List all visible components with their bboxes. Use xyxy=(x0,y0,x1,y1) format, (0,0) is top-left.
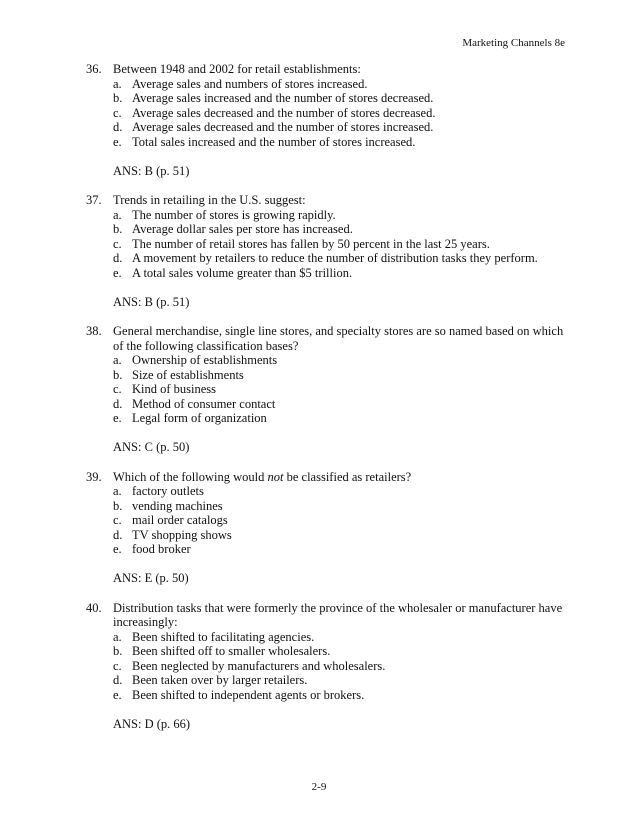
question-38 xyxy=(86,324,576,455)
answer-choice: e. Been shifted to independent agents or brokers. xyxy=(113,687,365,702)
question-text: General merchandise, single line stores, and specialty stores are so named based on which of the following classification bases? xyxy=(113,324,564,353)
question-text: Distribution tasks that were formerly the province of the wholesaler or manufacturer have increasingly: xyxy=(113,600,563,629)
answer-choice: a. factory outlets xyxy=(113,484,204,498)
answer-key: ANS: B (p. 51) xyxy=(113,294,190,309)
page-number: 2-9 xyxy=(311,781,327,793)
answer-choice: e. Legal form of organization xyxy=(113,411,267,425)
answer-choice: a. Ownership of establishments xyxy=(113,353,278,367)
question-number: 37. xyxy=(86,193,102,207)
answer-choice: c. mail order catalogs xyxy=(113,513,228,527)
answer-choice: e. food broker xyxy=(113,542,191,556)
answer-choice: a. Average sales and numbers of stores increased. xyxy=(113,76,368,91)
answer-choice: a. The number of stores is growing rapidly. xyxy=(113,207,336,222)
answer-choice: d. A movement by retailers to reduce the number of distribution tasks they perform. xyxy=(113,251,538,265)
running-header: Marketing Channels 8e xyxy=(462,37,565,49)
answer-choice: d. Been taken over by larger retailers. xyxy=(113,673,308,687)
question-number: 38. xyxy=(86,324,102,338)
answer-key: ANS: E (p. 50) xyxy=(113,571,189,585)
answer-choice: a. Been shifted to facilitating agencies. xyxy=(113,629,315,644)
question-40 xyxy=(86,601,576,732)
answer-choice: e. A total sales volume greater than $5 trillion. xyxy=(113,265,353,280)
answer-choice: c. Kind of business xyxy=(113,382,217,396)
question-number: 40. xyxy=(86,600,102,615)
answer-choice: b. Average dollar sales per store has increased. xyxy=(113,222,353,236)
question-number: 39. xyxy=(86,469,102,484)
answer-key: ANS: D (p. 66) xyxy=(113,716,191,731)
answer-choice: c. Been neglected by manufacturers and wholesalers. xyxy=(113,658,386,673)
answer-choice: b. Been shifted off to smaller wholesalers. xyxy=(113,644,331,658)
question-37 xyxy=(86,193,576,309)
answer-choice: d. Method of consumer contact xyxy=(113,396,276,411)
question-text: Which of the following would not be classified as retailers? xyxy=(113,469,412,484)
answer-choice: b. Size of establishments xyxy=(113,367,244,382)
answer-choice: b. vending machines xyxy=(113,498,223,513)
answer-key: ANS: B (p. 51) xyxy=(113,163,190,178)
question-text: Trends in retailing in the U.S. suggest: xyxy=(113,193,306,207)
question-text: Between 1948 and 2002 for retail establishments: xyxy=(113,62,361,76)
answer-key: ANS: C (p. 50) xyxy=(113,440,190,454)
question-36 xyxy=(86,62,576,178)
question-39 xyxy=(86,470,576,586)
answer-choice: c. Average sales decreased and the number of stores decreased. xyxy=(113,105,436,120)
question-number: 36. xyxy=(86,62,102,76)
answer-choice: b. Average sales increased and the number of stores decreased. xyxy=(113,91,434,105)
answer-choice: e. Total sales increased and the number of stores increased. xyxy=(113,134,416,149)
answer-choice: d. Average sales decreased and the number of stores increased. xyxy=(113,120,434,134)
question-list xyxy=(86,62,576,746)
answer-choice: d. TV shopping shows xyxy=(113,527,232,542)
answer-choice: c. The number of retail stores has fallen by 50 percent in the last 25 years. xyxy=(113,236,490,251)
